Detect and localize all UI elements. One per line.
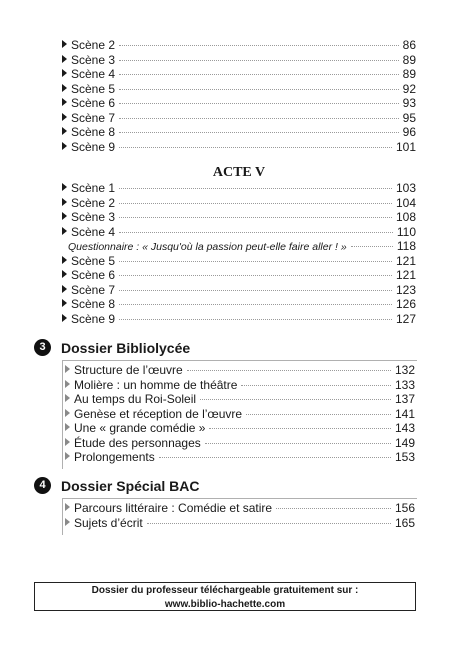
triangle-right-icon [65,409,70,417]
triangle-right-icon [65,380,70,388]
dot-leader [205,443,391,444]
dot-leader [119,275,392,276]
toc-entry[interactable]: Scène 5 92 [62,82,416,97]
section-header-bac [34,477,200,494]
toc-entry-questionnaire[interactable]: Questionnaire : « Jusqu'où la passion peut-elle faire aller ! » 118 [62,239,416,254]
dot-leader [187,370,391,371]
dot-leader [119,147,392,148]
acte5-list [62,181,416,326]
bac-list [63,499,417,530]
toc-entry[interactable]: Scène 1 103 [62,181,416,196]
dot-leader [119,60,399,61]
toc-entry[interactable]: Scène 3 89 [62,53,416,68]
dot-leader [119,304,392,305]
toc-entry[interactable]: Scène 6 93 [62,96,416,111]
acte4-list [62,38,416,154]
triangle-right-icon [62,113,67,121]
toc-entry[interactable]: Scène 4 110 [62,225,416,240]
triangle-right-icon [62,285,67,293]
dot-leader [119,217,392,218]
triangle-right-icon [62,256,67,264]
toc-entry[interactable]: Étude des personnages 149 [63,436,415,451]
toc-entry[interactable]: Scène 4 89 [62,67,416,82]
triangle-right-icon [62,40,67,48]
toc-entry[interactable]: Scène 5 121 [62,254,416,269]
dot-leader [119,118,399,119]
triangle-right-icon [62,98,67,106]
dot-leader [119,45,399,46]
section-box-biblio [62,360,417,469]
triangle-right-icon [62,212,67,220]
triangle-right-icon [65,438,70,446]
toc-entry[interactable]: Scène 3 108 [62,210,416,225]
triangle-right-icon [62,270,67,278]
toc-entry[interactable]: Prolongements 153 [63,450,415,465]
toc-entry[interactable]: Scène 2 104 [62,196,416,211]
toc-entry[interactable]: Scène 9 101 [62,140,416,155]
dot-leader [209,428,391,429]
dot-leader [351,246,393,247]
dot-leader [119,132,399,133]
section-title[interactable]: Dossier Spécial BAC [61,477,200,494]
dot-leader [119,261,392,262]
section-header-biblio [34,339,190,356]
triangle-right-icon [65,365,70,373]
questionnaire-label: Questionnaire : « Jusqu'où la passion peut-elle faire aller ! » [68,241,347,254]
triangle-right-icon [62,314,67,322]
triangle-right-icon [62,198,67,206]
toc-entry[interactable]: Une « grande comédie » 143 [63,421,415,436]
toc-entry[interactable]: Scène 2 86 [62,38,416,53]
toc-entry[interactable]: Sujets d’écrit 165 [63,516,415,531]
dot-leader [276,508,391,509]
triangle-right-icon [65,423,70,431]
toc-entry[interactable]: Scène 9 127 [62,312,416,327]
teacher-dossier-box [34,582,416,611]
triangle-right-icon [65,394,70,402]
triangle-right-icon [65,452,70,460]
triangle-right-icon [62,69,67,77]
dot-leader [119,232,393,233]
triangle-right-icon [62,55,67,63]
toc-entry[interactable]: Scène 8 126 [62,297,416,312]
numbered-circle-icon: 3 [34,339,51,356]
triangle-right-icon [62,183,67,191]
footer-url-link[interactable]: www.biblio-hachette.com [164,598,286,610]
dot-leader [119,74,399,75]
dot-leader [159,457,391,458]
dot-leader [119,89,399,90]
footer-line1: Dossier du professeur téléchargeable gratuitement sur : [91,585,359,596]
dot-leader [119,319,392,320]
triangle-right-icon [65,503,70,511]
dot-leader [147,523,391,524]
triangle-right-icon [62,299,67,307]
toc-entry[interactable]: Parcours littéraire : Comédie et satire 156 [63,501,415,516]
toc-entry[interactable]: Scène 7 95 [62,111,416,126]
triangle-right-icon [62,127,67,135]
dot-leader [246,414,391,415]
toc-entry[interactable]: Scène 8 96 [62,125,416,140]
biblio-list [63,361,417,465]
dot-leader [200,399,391,400]
dot-leader [119,290,392,291]
dot-leader [119,203,392,204]
dot-leader [241,385,391,386]
triangle-right-icon [65,518,70,526]
section-title[interactable]: Dossier Bibliolycée [61,339,191,356]
act-title: ACTE V [212,165,266,180]
numbered-circle-icon: 4 [34,477,51,494]
triangle-right-icon [62,142,67,150]
section-box-bac [62,498,417,535]
toc-entry[interactable]: Au temps du Roi-Soleil 137 [63,392,415,407]
triangle-right-icon [62,227,67,235]
triangle-right-icon [62,84,67,92]
toc-entry[interactable]: Genèse et réception de l’œuvre 141 [63,407,415,422]
toc-entry[interactable]: Molière : un homme de théâtre 133 [63,378,415,393]
toc-entry[interactable]: Scène 6 121 [62,268,416,283]
dot-leader [119,188,392,189]
dot-leader [119,103,399,104]
toc-entry[interactable]: Scène 7 123 [62,283,416,298]
toc-entry[interactable]: Structure de l’œuvre 132 [63,363,415,378]
